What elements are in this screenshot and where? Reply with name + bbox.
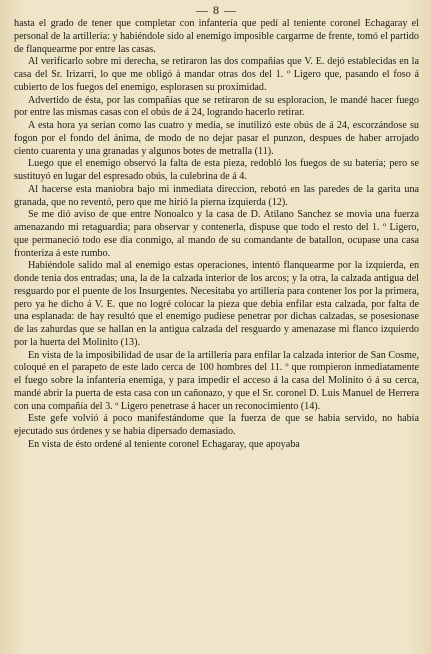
paragraph-11: En vista de ésto ordené al teniente coronel Echagaray, que apoyaba [28,438,300,450]
paragraph-5: Luego que el enemigo observó la falta de esta pieza, redobló los fuegos de su batería; pero se sustituyó en lugar del espresado obús, la culebrina de á 4. [14,158,419,182]
paragraph-1: hasta el grado de tener que completar con infantería que pedí al teniente coronel Echagaray el personal de la artillería: y habiéndole sido al enemigo imposible cargarme de frente, tomó el partido de flanquearme por entre las casas. [14,18,419,55]
paragraph-3: Advertido de ésta, por las compañías que se retiraron de su esploracion, le mandé hacer fuego por entre las mismas casas con el obús de á 24, logrando hacerlo retirar. [14,94,419,119]
paragraph-8: Habiéndole salido mal al enemigo estas operaciones, intentó flanquearme por la izquierda, en donde tenia dos entradas; una, la de la calzada interior de los arcos; y la otra, la calzada antigua del resguardo por el puente de los Insurgentes. Necesitaba yo artillería para contener los por la primera, pero ya he dicho á V. E. que no logré colocar la pieza que debia enfilar esta calzada, por falta de una esplanada: de hay resultó que el enemigo pudiese penetrar por dichas calzadas, se posesionase de las zahurdas que se hallan en la antigua calzada del resguardo y amenazase mi flanco izquierdo por la huerta del Molinito (13). [14,260,419,348]
paragraph-6: Al hacerse esta maniobra bajo mi inmediata direccion, rebotó en las paredes de la garita una granada, que no reventó, pero que me hirió la pierna izquierda (12). [14,183,419,208]
paragraph-7: Se me dió aviso de que entre Nonoalco y la casa de D. Atilano Sanchez se movia una fuerza amenazando mi retaguardia; para observar y contenerla, dispuse que todo el resto del 1. º Ligero, que permaneció todo ese dia conmigo, al mando de su comandante de batallon, ocupase una casa fronteriza á este rumbo. [14,209,419,259]
paragraph-2: Al verificarlo sobre mi derecha, se retiraron las dos compañías que V. E. dejó establecidas en la casa del Sr. Irizarri, lo que me obligó á mandar otras dos del 1. º Ligero que, pasando el foso á cubierto de los fuegos del enemigo, esplorasen su proximidad. [14,56,419,93]
page-number: — 8 — [196,3,237,17]
page-body [14,18,419,452]
paragraph-9: En vista de la imposibilidad de usar de la artillería para enfilar la calzada interior de San Cosme, coloqué en el parapeto de este lado cerca de 100 hombres del 11. º que rompieron inmediatamente el fuego sobre la infantería enemiga, y para impedir el acceso á la casa del Molinito ó á su cerca, mandé abrir la puerta de esta casa con un cañonazo, y que el Sr. coronel D. Luis Manuel de Herrera con una compañía del 3. º Ligero penetrase á hacer un reconocimiento (14). [14,349,419,412]
paragraph-4: A esta hora ya serian como las cuatro y media, se inutilizó este obús de á 24, escorzándose su fogon por el fondo del ánima, de modo de no dejar pasar el punzon, despues de haber arrojado ciento cuarenta y una granadas y algunos botes de metralla (11). [14,120,419,157]
paragraph-10: Este gefe volvió á poco manifestándome que la fuerza de que se habia servido, no habia ejecutado sus órdenes y se habia dipersado demasiado. [14,413,419,437]
